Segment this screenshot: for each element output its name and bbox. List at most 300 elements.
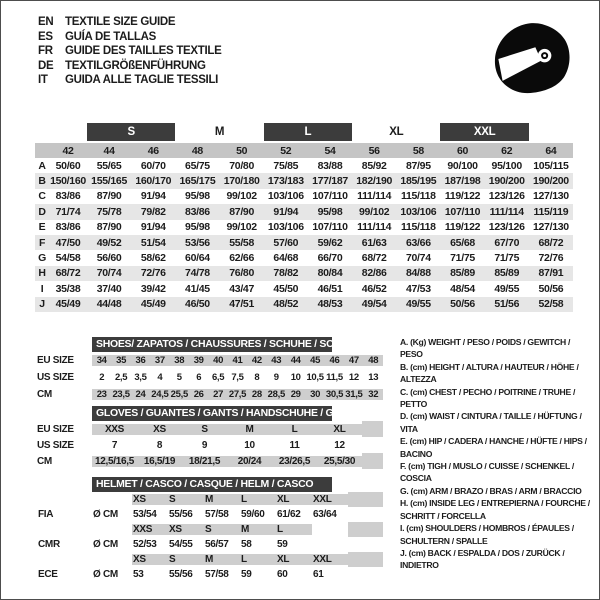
size-value-cell: 99/102 bbox=[359, 205, 390, 218]
shoes-value-cell: 11,5 bbox=[326, 372, 343, 383]
gloves-table-title: GLOVES / GUANTES / GANTS / HANDSCHUHE / GUANTI bbox=[92, 406, 332, 421]
size-value-cell: 47/53 bbox=[405, 282, 431, 295]
gloves-value-cell: 8 bbox=[156, 439, 163, 451]
size-value-cell: 59/62 bbox=[317, 236, 343, 249]
size-value-cell: 50/56 bbox=[538, 282, 564, 295]
legend-item: B. (cm) HEIGHT / ALTURA / HAUTEUR / HÖHE / ALTEZZA bbox=[400, 361, 579, 385]
shoes-value-cell: 34 bbox=[92, 355, 111, 366]
language-title: GUIDA ALLE TAGLIE TESSILI bbox=[65, 74, 219, 86]
shoes-table-row bbox=[37, 369, 383, 386]
size-value-cell: 83/86 bbox=[55, 190, 81, 203]
legend-item: H. (cm) INSIDE LEG / ENTREPIERNA / FOURCHE / SCHRITT / FORCELLA bbox=[400, 498, 590, 521]
size-value-cell: 95/98 bbox=[185, 190, 210, 203]
shoes-value-cell: 37 bbox=[150, 355, 169, 366]
helmet-values-row bbox=[37, 567, 383, 582]
size-value-cell: 45/49 bbox=[55, 298, 81, 311]
size-value-cell: 54/58 bbox=[55, 252, 81, 265]
size-value-cell: 55/65 bbox=[96, 159, 122, 172]
textile-size-table bbox=[35, 123, 573, 312]
size-group-m: M bbox=[214, 126, 225, 138]
row-letter: E bbox=[38, 221, 46, 234]
size-value-cell: 91/94 bbox=[273, 205, 299, 218]
gloves-value-cell: 18/21,5 bbox=[182, 456, 227, 467]
gloves-row-label: CM bbox=[37, 456, 92, 467]
size-value-cell: 83/86 bbox=[185, 205, 210, 218]
size-value-cell: 57/60 bbox=[273, 236, 299, 249]
legend-item: D. (cm) WAIST / CINTURA / TAILLE / HÜFTUNG / VITA bbox=[400, 411, 582, 434]
size-value-cell: 75/78 bbox=[96, 205, 122, 218]
shoes-table-row bbox=[37, 352, 383, 369]
legend-item: F. (cm) TIGH / MUSLO / CUISSE / SCHENKEL / COSCIA bbox=[400, 461, 574, 484]
gloves-value-cell: S bbox=[182, 424, 227, 435]
helmet-value-cell: 63/64 bbox=[313, 509, 337, 520]
gloves-value-cell: 25,5/30 bbox=[317, 456, 362, 467]
size-number-row bbox=[35, 143, 573, 158]
size-header-cell: 54 bbox=[324, 144, 336, 157]
size-group-xxl: XXL bbox=[440, 123, 528, 141]
size-value-cell: 49/54 bbox=[361, 298, 387, 311]
size-value-cell: 35/38 bbox=[55, 282, 81, 295]
size-value-cell: 182/190 bbox=[356, 175, 393, 188]
gloves-table-row bbox=[37, 421, 383, 437]
shoes-row-label: US SIZE bbox=[37, 372, 92, 383]
shoes-value-cell: 24,5 bbox=[151, 389, 169, 400]
size-value-cell: 60/70 bbox=[140, 159, 166, 172]
size-value-cell: 115/118 bbox=[401, 190, 436, 203]
size-value-cell: 49/55 bbox=[405, 298, 431, 311]
size-value-cell: 60/64 bbox=[185, 252, 210, 265]
helmet-value-cell: 56/57 bbox=[205, 539, 229, 550]
row-filler bbox=[348, 507, 383, 522]
size-value-cell: 52/58 bbox=[538, 298, 564, 311]
size-value-cell: 127/130 bbox=[532, 190, 569, 203]
row-filler bbox=[348, 567, 383, 582]
helmet-value-cell: 61 bbox=[313, 569, 324, 580]
full-face-helmet-icon bbox=[488, 22, 576, 96]
row-filler bbox=[348, 537, 383, 552]
row-filler bbox=[362, 453, 383, 469]
shoes-value-cell: 9 bbox=[273, 372, 279, 383]
size-header-cell: 62 bbox=[501, 144, 513, 157]
helmet-value-cell: 53/54 bbox=[133, 509, 157, 520]
size-value-cell: 50/60 bbox=[55, 159, 81, 172]
helmet-size-header-cell: M bbox=[204, 554, 240, 565]
gloves-value-cell: 12 bbox=[334, 439, 345, 451]
row-letter: A bbox=[38, 159, 46, 172]
size-value-cell: 87/91 bbox=[538, 267, 564, 280]
shoes-value-cell: 44 bbox=[286, 355, 305, 366]
size-value-cell: 160/170 bbox=[135, 175, 172, 188]
size-value-cell: 84/88 bbox=[405, 267, 431, 280]
gloves-row-label: US SIZE bbox=[37, 440, 92, 451]
shoes-value-cell: 6,5 bbox=[211, 372, 225, 383]
helmet-sizes-row bbox=[37, 492, 383, 507]
helmet-size-header-cell: XS bbox=[168, 524, 204, 535]
size-value-cell: 74/78 bbox=[185, 267, 210, 280]
size-value-cell: 83/86 bbox=[55, 221, 81, 234]
size-table-row bbox=[35, 297, 573, 312]
language-title: GUIDE DES TAILLES TEXTILE bbox=[65, 45, 222, 57]
size-value-cell: 87/95 bbox=[405, 159, 431, 172]
gloves-value-cell: L bbox=[272, 424, 317, 435]
size-value-cell: 103/106 bbox=[267, 190, 304, 203]
helmet-size-header-cell: XS bbox=[132, 554, 168, 565]
helmet-size-header-cell: L bbox=[276, 524, 312, 535]
row-letter: H bbox=[38, 267, 46, 280]
size-value-cell: 119/122 bbox=[444, 190, 481, 203]
gloves-value-cell: 9 bbox=[201, 439, 208, 451]
helmet-size-header-cell: XXS bbox=[132, 524, 168, 535]
legend-item: A. (Kg) WEIGHT / PESO / POIDS / GEWITCH / PESO bbox=[400, 337, 571, 360]
size-value-cell: 39/42 bbox=[140, 282, 166, 295]
helmet-size-header-cell: XL bbox=[276, 554, 312, 565]
size-value-cell: 48/54 bbox=[450, 282, 475, 295]
size-value-cell: 46/51 bbox=[317, 282, 343, 295]
helmet-unit-label: Ø CM bbox=[93, 539, 118, 550]
size-header-cell: 60 bbox=[456, 144, 469, 157]
size-table-row bbox=[35, 173, 573, 188]
language-code: ES bbox=[38, 30, 53, 43]
size-value-cell: 107/110 bbox=[312, 221, 348, 234]
size-value-cell: 45/49 bbox=[140, 298, 166, 311]
size-value-cell: 111/114 bbox=[489, 205, 524, 218]
size-value-cell: 68/72 bbox=[55, 267, 81, 280]
row-letter: J bbox=[39, 298, 45, 311]
helmet-value-cell: 52/53 bbox=[133, 539, 157, 550]
size-value-cell: 67/70 bbox=[494, 236, 520, 249]
gloves-table-body bbox=[37, 421, 383, 469]
size-value-cell: 45/50 bbox=[273, 282, 299, 295]
size-table-row bbox=[35, 235, 573, 250]
size-value-cell: 51/54 bbox=[140, 236, 166, 249]
size-value-cell: 82/86 bbox=[361, 267, 387, 280]
helmet-value-cell: 58 bbox=[241, 539, 252, 550]
size-table-row bbox=[35, 204, 573, 219]
size-value-cell: 70/80 bbox=[229, 159, 255, 172]
helmet-size-header-cell: S bbox=[204, 524, 240, 535]
size-value-cell: 55/58 bbox=[229, 236, 255, 249]
size-value-cell: 71/75 bbox=[450, 252, 475, 265]
size-value-cell: 185/195 bbox=[400, 175, 437, 188]
size-group-xl: XL bbox=[389, 126, 404, 138]
row-filler bbox=[362, 421, 383, 437]
size-value-cell: 187/198 bbox=[444, 175, 481, 188]
helmet-size-header-cell: XL bbox=[276, 494, 312, 505]
size-value-cell: 71/74 bbox=[55, 205, 81, 218]
size-value-cell: 47/51 bbox=[229, 298, 255, 311]
language-line bbox=[38, 73, 222, 88]
size-value-cell: 48/53 bbox=[317, 298, 343, 311]
language-code: IT bbox=[38, 74, 48, 86]
size-table-row bbox=[35, 250, 573, 265]
gloves-value-cell: 16,5/19 bbox=[137, 456, 182, 467]
language-title: TEXTILE SIZE GUIDE bbox=[65, 16, 176, 28]
shoes-value-cell: 30 bbox=[305, 389, 324, 400]
size-value-cell: 107/110 bbox=[444, 205, 481, 218]
size-header-cell: 56 bbox=[368, 144, 380, 157]
size-value-cell: 41/45 bbox=[185, 282, 210, 295]
shoes-value-cell: 42 bbox=[247, 355, 266, 366]
size-value-cell: 72/76 bbox=[140, 267, 166, 280]
size-value-cell: 46/50 bbox=[185, 298, 210, 311]
size-value-cell: 95/100 bbox=[491, 159, 522, 172]
size-table-row bbox=[35, 158, 573, 173]
row-filler bbox=[348, 522, 383, 537]
size-value-cell: 85/89 bbox=[494, 267, 520, 280]
shoes-value-cell: 2,5 bbox=[114, 372, 128, 383]
shoes-value-cell: 39 bbox=[189, 355, 208, 366]
size-value-cell: 66/70 bbox=[317, 252, 343, 265]
gloves-value-cell: XXS bbox=[92, 424, 137, 435]
size-value-cell: 49/55 bbox=[494, 282, 520, 295]
size-value-cell: 37/40 bbox=[96, 282, 122, 295]
size-group-l: L bbox=[264, 123, 352, 141]
language-line bbox=[38, 44, 222, 59]
gloves-value-cell: XS bbox=[137, 424, 182, 435]
shoes-value-cell: 25,5 bbox=[170, 389, 188, 400]
size-value-cell: 190/200 bbox=[488, 175, 525, 188]
size-value-cell: 65/68 bbox=[450, 236, 475, 249]
size-value-cell: 71/75 bbox=[494, 252, 520, 265]
size-value-cell: 68/72 bbox=[361, 252, 387, 265]
size-table-row bbox=[35, 266, 573, 281]
shoes-value-cell: 10,5 bbox=[306, 372, 324, 383]
shoes-value-cell: 48 bbox=[364, 355, 383, 366]
size-value-cell: 91/94 bbox=[140, 190, 166, 203]
helmet-value-cell: 59 bbox=[277, 539, 288, 550]
helmet-value-cell: 59/60 bbox=[241, 509, 265, 520]
shoes-row-label: CM bbox=[37, 389, 92, 400]
size-header-cell: 50 bbox=[236, 144, 248, 157]
size-value-cell: 155/165 bbox=[91, 175, 128, 188]
size-value-cell: 107/110 bbox=[312, 190, 348, 203]
shoes-value-cell: 41 bbox=[228, 355, 247, 366]
helmet-value-cell: 53 bbox=[133, 569, 144, 580]
row-letter: D bbox=[38, 205, 46, 218]
size-value-cell: 103/106 bbox=[400, 205, 437, 218]
size-value-cell: 75/85 bbox=[273, 159, 299, 172]
gloves-row-label: EU SIZE bbox=[37, 424, 92, 435]
size-value-cell: 80/84 bbox=[317, 267, 343, 280]
size-value-cell: 72/76 bbox=[538, 252, 564, 265]
size-value-cell: 177/187 bbox=[312, 175, 348, 188]
size-value-cell: 85/89 bbox=[450, 267, 475, 280]
size-value-cell: 62/66 bbox=[229, 252, 255, 265]
size-value-cell: 76/80 bbox=[229, 267, 255, 280]
shoes-value-cell: 28 bbox=[247, 389, 266, 400]
shoes-value-cell: 28,5 bbox=[267, 389, 285, 400]
row-letter: C bbox=[38, 190, 46, 203]
helmet-size-header-cell: M bbox=[240, 524, 276, 535]
size-value-cell: 85/92 bbox=[361, 159, 387, 172]
gloves-table-row bbox=[37, 437, 383, 453]
size-value-cell: 43/47 bbox=[229, 282, 255, 295]
shoes-value-cell: 29 bbox=[286, 389, 305, 400]
measurement-legend bbox=[400, 336, 594, 572]
helmet-value-cell: 54/55 bbox=[169, 539, 193, 550]
size-value-cell: 50/56 bbox=[450, 298, 475, 311]
helmet-sizes-row bbox=[37, 522, 383, 537]
helmet-size-header-cell: XXL bbox=[312, 554, 348, 565]
size-value-cell: 58/62 bbox=[140, 252, 166, 265]
shoes-value-cell: 27 bbox=[208, 389, 227, 400]
size-value-cell: 48/52 bbox=[273, 298, 299, 311]
language-title: TEXTILGRÖßENFÜHRUNG bbox=[65, 59, 206, 72]
gloves-value-cell: 11 bbox=[289, 439, 300, 451]
helmet-size-header-cell: S bbox=[168, 494, 204, 505]
row-letter: F bbox=[38, 236, 46, 249]
shoes-value-cell: 4 bbox=[157, 372, 163, 383]
shoes-value-cell: 8 bbox=[254, 372, 260, 383]
shoes-table-title: SHOES/ ZAPATOS / CHAUSSURES / SCHUHE / SCARPE bbox=[92, 337, 332, 352]
helmet-size-header-cell: L bbox=[240, 554, 276, 565]
shoes-value-cell: 13 bbox=[368, 372, 379, 383]
row-filler bbox=[362, 437, 383, 453]
helmet-table-title: HELMET / CASCO / CASQUE / HELM / CASCO bbox=[92, 477, 332, 492]
size-value-cell: 150/160 bbox=[50, 175, 86, 188]
gloves-value-cell: 12,5/16,5 bbox=[92, 456, 137, 467]
shoes-row-label: EU SIZE bbox=[37, 355, 92, 366]
size-header-cell: 46 bbox=[147, 144, 159, 157]
helmet-value-cell: 59 bbox=[241, 569, 252, 580]
helmet-value-cell: 55/56 bbox=[169, 569, 193, 580]
size-value-cell: 68/72 bbox=[538, 236, 564, 249]
helmet-value-cell: 57/58 bbox=[205, 509, 229, 520]
size-table-row bbox=[35, 281, 573, 296]
size-value-cell: 79/82 bbox=[140, 205, 166, 218]
gloves-value-cell: 7 bbox=[111, 439, 118, 451]
size-value-cell: 87/90 bbox=[96, 190, 122, 203]
size-value-cell: 44/48 bbox=[96, 298, 122, 311]
row-letter: G bbox=[38, 252, 46, 265]
size-table-body bbox=[35, 158, 573, 312]
size-value-cell: 190/200 bbox=[532, 175, 569, 188]
gloves-value-cell: XL bbox=[317, 424, 362, 435]
helmet-size-header-cell: S bbox=[168, 554, 204, 565]
helmet-standard-label: ECE bbox=[38, 569, 58, 580]
size-group-header-row bbox=[35, 123, 573, 141]
helmet-values-row bbox=[37, 537, 383, 552]
helmet-standard-label: CMR bbox=[38, 539, 60, 550]
helmet-table-body bbox=[37, 492, 383, 582]
gloves-value-cell: M bbox=[227, 424, 272, 435]
shoes-value-cell: 3,5 bbox=[134, 372, 147, 383]
helmet-value-cell: 61/62 bbox=[277, 509, 301, 520]
size-header-cell: 42 bbox=[62, 144, 74, 157]
helmet-unit-label: Ø CM bbox=[93, 569, 118, 580]
helmet-value-cell: 57/58 bbox=[205, 569, 229, 580]
legend-item: I. (cm) SHOULDERS / HOMBROS / ÉPAULES / SCHULTERN / SPALLE bbox=[400, 523, 574, 546]
shoes-table bbox=[37, 337, 383, 403]
size-value-cell: 87/90 bbox=[229, 205, 255, 218]
helmet-sizes-row bbox=[37, 552, 383, 567]
shoes-value-cell: 12 bbox=[348, 372, 359, 383]
shoes-value-cell: 24 bbox=[131, 389, 150, 400]
size-value-cell: 95/98 bbox=[317, 205, 343, 218]
size-value-cell: 83/88 bbox=[317, 159, 343, 172]
size-value-cell: 47/50 bbox=[55, 236, 81, 249]
size-value-cell: 70/74 bbox=[96, 267, 122, 280]
gloves-table-row bbox=[37, 453, 383, 469]
shoes-value-cell: 2 bbox=[99, 372, 105, 383]
size-value-cell: 103/106 bbox=[267, 221, 304, 234]
language-title: GUÍA DE TALLAS bbox=[65, 30, 156, 43]
size-table-row bbox=[35, 189, 573, 204]
size-header-cell: 48 bbox=[191, 144, 203, 157]
helmet-size-header-cell: XXL bbox=[312, 494, 348, 505]
size-header-cell: 64 bbox=[545, 144, 557, 157]
language-code: DE bbox=[38, 59, 54, 72]
shoes-value-cell: 40 bbox=[208, 355, 227, 366]
size-value-cell: 111/114 bbox=[357, 190, 392, 203]
size-group-s: S bbox=[87, 123, 175, 141]
language-header bbox=[38, 15, 222, 88]
size-value-cell: 65/75 bbox=[185, 159, 210, 172]
shoes-value-cell: 47 bbox=[344, 355, 363, 366]
size-value-cell: 119/122 bbox=[444, 221, 481, 234]
size-value-cell: 90/100 bbox=[447, 159, 478, 172]
shoes-value-cell: 27,5 bbox=[228, 389, 247, 400]
size-value-cell: 53/56 bbox=[185, 236, 210, 249]
helmet-value-cell: 60 bbox=[277, 569, 288, 580]
size-value-cell: 105/115 bbox=[533, 159, 569, 172]
size-header-cell: 58 bbox=[412, 144, 424, 157]
language-code: EN bbox=[38, 16, 54, 28]
shoes-value-cell: 6 bbox=[196, 372, 202, 383]
row-letter: I bbox=[40, 282, 44, 295]
size-value-cell: 95/98 bbox=[185, 221, 210, 234]
shoes-value-cell: 30,5 bbox=[325, 389, 344, 400]
size-value-cell: 49/52 bbox=[96, 236, 122, 249]
row-filler bbox=[348, 552, 383, 567]
legend-item: J. (cm) BACK / ESPALDA / DOS / ZURÜCK / INDIETRO bbox=[400, 547, 565, 571]
row-filler bbox=[348, 492, 383, 507]
shoes-table-row bbox=[37, 386, 383, 403]
size-value-cell: 111/114 bbox=[357, 221, 392, 234]
size-table-row bbox=[35, 220, 573, 235]
language-line bbox=[38, 30, 222, 45]
shoes-value-cell: 35 bbox=[111, 355, 130, 366]
size-value-cell: 70/74 bbox=[405, 252, 431, 265]
row-letter: B bbox=[38, 175, 46, 188]
gloves-value-cell: 20/24 bbox=[227, 456, 272, 467]
helmet-standard-label: FIA bbox=[38, 509, 54, 520]
helmet-values-row bbox=[37, 507, 383, 522]
helmet-size-table bbox=[37, 477, 383, 582]
size-value-cell: 115/118 bbox=[401, 221, 436, 234]
size-value-cell: 123/126 bbox=[488, 221, 525, 234]
size-value-cell: 46/52 bbox=[361, 282, 387, 295]
language-code: FR bbox=[38, 45, 53, 57]
size-value-cell: 91/94 bbox=[140, 221, 166, 234]
size-value-cell: 123/126 bbox=[488, 190, 525, 203]
legend-item: E. (cm) HIP / CADERA / HANCHE / HÜFTE / HIPS / BACINO bbox=[400, 436, 587, 459]
shoes-value-cell: 31,5 bbox=[345, 389, 363, 400]
size-value-cell: 173/183 bbox=[267, 175, 304, 188]
shoes-table-body bbox=[37, 352, 383, 403]
shoes-value-cell: 45 bbox=[305, 355, 324, 366]
size-value-cell: 56/60 bbox=[96, 252, 122, 265]
shoes-value-cell: 10 bbox=[290, 372, 301, 383]
gloves-table bbox=[37, 406, 383, 469]
shoes-value-cell: 26 bbox=[189, 389, 208, 400]
helmet-size-header-cell: M bbox=[204, 494, 240, 505]
size-value-cell: 78/82 bbox=[273, 267, 299, 280]
size-value-cell: 64/68 bbox=[273, 252, 299, 265]
helmet-size-header-cell: XS bbox=[132, 494, 168, 505]
size-header-cell: 44 bbox=[103, 144, 115, 157]
size-value-cell: 99/102 bbox=[226, 190, 257, 203]
